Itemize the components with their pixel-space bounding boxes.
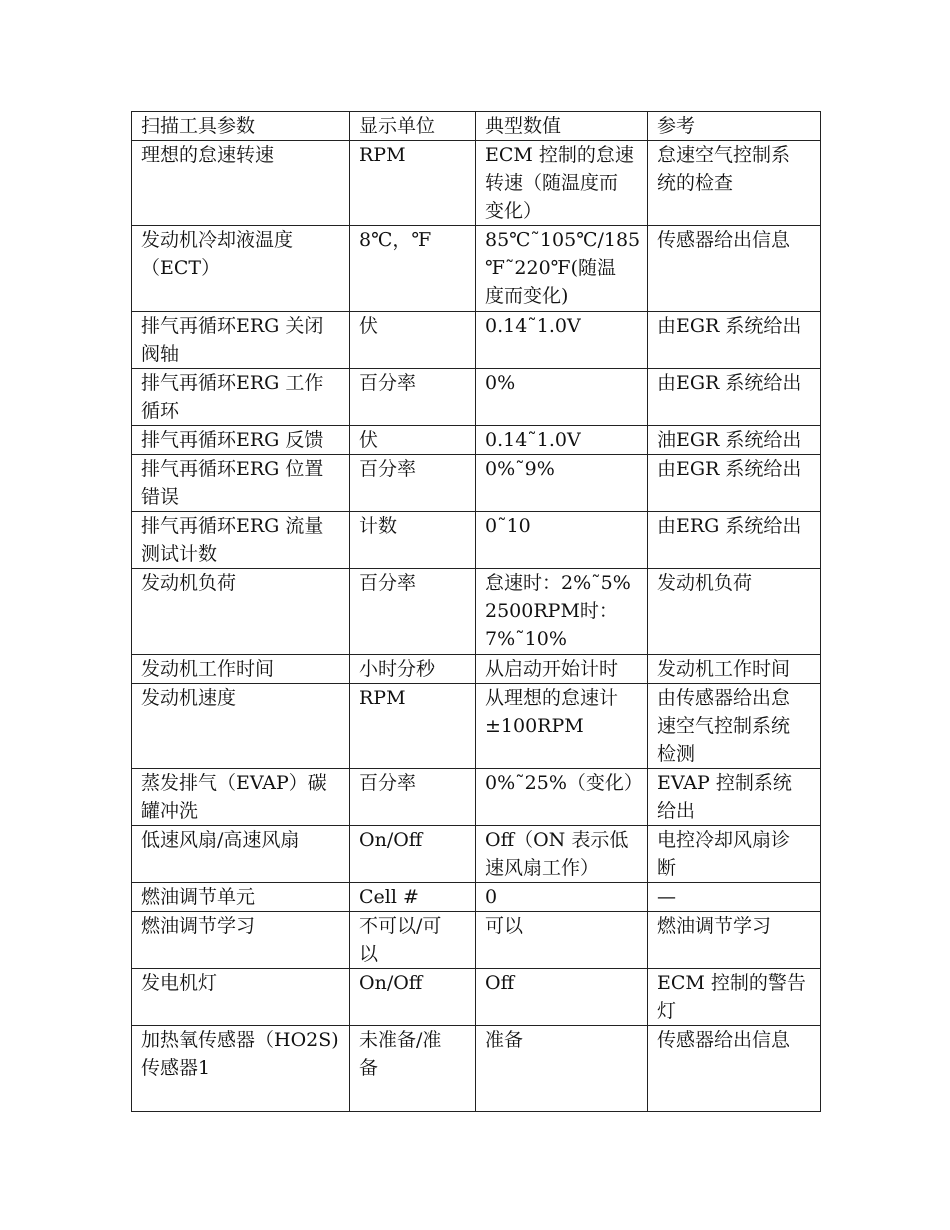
table-cell: 小时分秒 [350,655,476,684]
table-cell: 排气再循环ERG 工作 循环 [132,369,350,426]
table-cell: 发动机负荷 [132,569,350,655]
table-cell: 电控冷却风扇诊 断 [648,826,821,883]
table-cell: 由EGR 系统给出 [648,369,821,426]
table-cell: 传感器给出信息 [648,1026,821,1112]
table-row [132,226,821,312]
table-row [132,969,821,1026]
table-cell: 伏 [350,312,476,369]
table-cell: 0.14˜1.0V [476,312,648,369]
table-cell: 发动机工作时间 [648,655,821,684]
table-cell: 百分率 [350,569,476,655]
table-cell: Off [476,969,648,1026]
table-row [132,912,821,969]
table-cell: 怠速空气控制系 统的检查 [648,141,821,226]
table-cell: 从启动开始计时 [476,655,648,684]
header-cell: 显示单位 [350,112,476,141]
table-cell: 百分率 [350,769,476,826]
table-cell: 发动机工作时间 [132,655,350,684]
table-cell: 不可以/可 以 [350,912,476,969]
table-cell: 加热氧传感器（HO2S) 传感器1 [132,1026,350,1112]
table-cell: On/Off [350,826,476,883]
table-cell: 燃油调节学习 [132,912,350,969]
table-cell: 0%˜9% [476,455,648,512]
table-cell: ECM 控制的怠速 转速（随温度而 变化） [476,141,648,226]
table-cell: RPM [350,141,476,226]
table-row [132,569,821,655]
table-cell: 低速风扇/高速风扇 [132,826,350,883]
table-cell: 可以 [476,912,648,969]
table-row [132,455,821,512]
table-cell: 理想的怠速转速 [132,141,350,226]
table-row [132,512,821,569]
table-cell: 从理想的怠速计 ±100RPM [476,684,648,769]
table-cell: 由EGR 系统给出 [648,312,821,369]
table-row [132,769,821,826]
table-cell: 油EGR 系统给出 [648,426,821,455]
table-cell: 计数 [350,512,476,569]
table-cell: 排气再循环ERG 反馈 [132,426,350,455]
table-cell: 0˜10 [476,512,648,569]
table-row [132,312,821,369]
table-cell: 85℃˜105℃/185 ℉˜220℉(随温 度而变化) [476,226,648,312]
table-cell: 0% [476,369,648,426]
table-cell: 发电机灯 [132,969,350,1026]
table-cell: 8℃，℉ [350,226,476,312]
table-row [132,369,821,426]
table-row [132,655,821,684]
header-cell: 典型数值 [476,112,648,141]
table-row [132,826,821,883]
table-cell: 由传感器给出怠 速空气控制系统 检测 [648,684,821,769]
table-cell: 百分率 [350,455,476,512]
table-header-row [132,112,821,141]
table-cell: 燃油调节单元 [132,883,350,912]
table-cell: 发动机冷却液温度 （ECT） [132,226,350,312]
table-cell: 百分率 [350,369,476,426]
table-row [132,1026,821,1112]
table-row [132,141,821,226]
table-row [132,684,821,769]
table-cell: 0.14˜1.0V [476,426,648,455]
table-cell: EVAP 控制系统 给出 [648,769,821,826]
table-cell: 由EGR 系统给出 [648,455,821,512]
table-cell: — [648,883,821,912]
table-cell: 未准备/准 备 [350,1026,476,1112]
table-cell: 由ERG 系统给出 [648,512,821,569]
table-cell: 0%˜25%（变化） [476,769,648,826]
table-cell: 怠速时：2%˜5% 2500RPM时： 7%˜10% [476,569,648,655]
header-cell: 参考 [648,112,821,141]
header-cell: 扫描工具参数 [132,112,350,141]
table-cell: 排气再循环ERG 流量 测试计数 [132,512,350,569]
table-cell: Cell # [350,883,476,912]
table-cell: 传感器给出信息 [648,226,821,312]
table-cell: 0 [476,883,648,912]
scan-tool-parameter-table [131,111,821,1112]
table-cell: 排气再循环ERG 位置 错误 [132,455,350,512]
table-row [132,883,821,912]
table-cell: On/Off [350,969,476,1026]
table-cell: 伏 [350,426,476,455]
table-cell: RPM [350,684,476,769]
table-cell: 发动机负荷 [648,569,821,655]
table-cell: 燃油调节学习 [648,912,821,969]
table-cell: 准备 [476,1026,648,1112]
table-cell: 发动机速度 [132,684,350,769]
table-cell: 蒸发排气（EVAP）碳 罐冲洗 [132,769,350,826]
table-row [132,426,821,455]
table-cell: ECM 控制的警告 灯 [648,969,821,1026]
table-cell: Off（ON 表示低 速风扇工作） [476,826,648,883]
table-cell: 排气再循环ERG 关闭 阀轴 [132,312,350,369]
